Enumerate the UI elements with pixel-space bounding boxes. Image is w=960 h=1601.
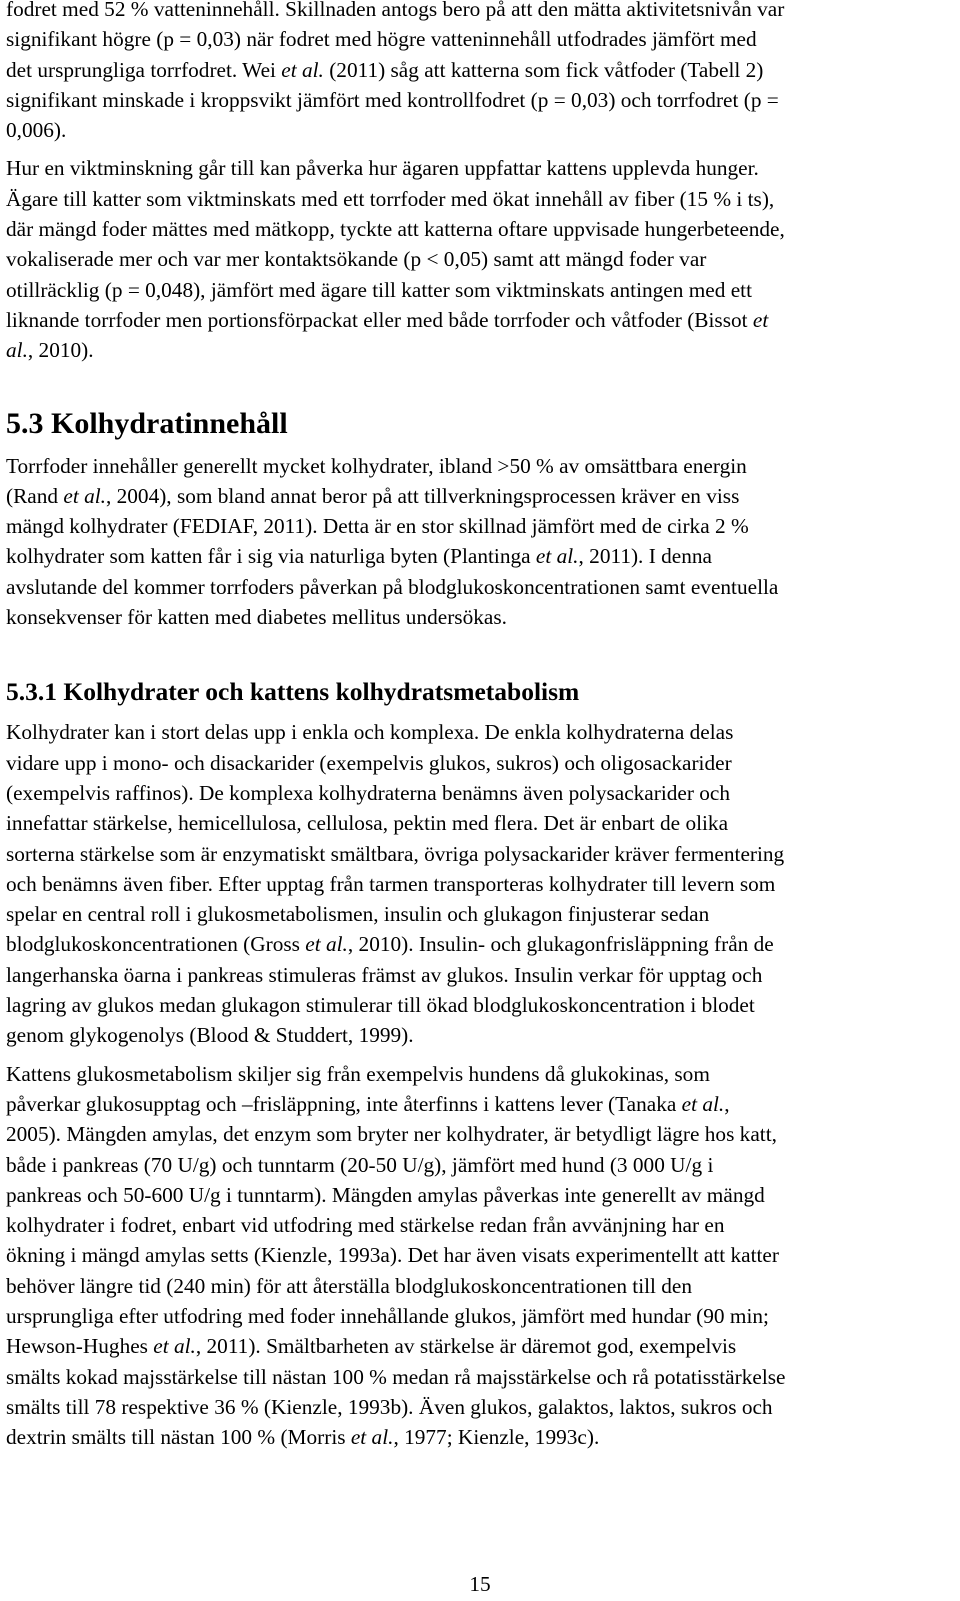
text-line: och benämns även fiber. Efter upptag från tarmen transporteras kolhydrater till levern som [6,871,776,896]
text-line: smälts kokad majsstärkelse till nästan 100 % medan rå majsstärkelse och rå potatisstärkelse [6,1364,786,1389]
paragraph [6,717,956,1050]
section-heading-5-3: 5.3 Kolhydratinnehåll [6,406,288,440]
text-line: smälts till 78 respektive 36 % (Kienzle, 1993b). Även glukos, galaktos, laktos, sukros och [6,1394,773,1419]
text-line: langerhanska öarna i pankreas stimuleras främst av glukos. Insulin verkar för upptag och [6,962,763,987]
text-line: avslutande del kommer torrfoders påverkan på blodglukoskoncentrationen samt eventuella [6,574,779,599]
text-line: Torrfoder innehåller generellt mycket kolhydrater, ibland >50 % av omsättbara energin [6,453,747,478]
text-line: vidare upp i mono- och disackarider (exempelvis glukos, sukros) och oligosackarider [6,750,732,775]
text-line: pankreas och 50-600 U/g i tunntarm). Mängden amylas påverkas inte generellt av mängd [6,1182,765,1207]
text-line: 0,006). [6,118,67,143]
text-line: blodglukoskoncentrationen (Gross et al., 2010). Insulin- och glukagonfrisläppning från de [6,932,774,957]
paragraph [6,0,956,145]
page-number: 15 [469,1572,491,1596]
text-line: 2005). Mängden amylas, det enzym som bryter ner kolhydrater, är betydligt lägre hos katt, [6,1122,777,1147]
text-line: kolhydrater i fodret, enbart vid utfodring med stärkelse redan från avvänjning har en [6,1213,725,1238]
text-line: kolhydrater som katten får i sig via naturliga byten (Plantinga et al., 2011). I denna [6,544,712,569]
text-line: signifikant högre (p = 0,03) när fodret med högre vatteninnehåll utfodrades jämfört med [6,27,757,52]
text-line: innefattar stärkelse, hemicellulosa, cellulosa, pektin med flera. Det är enbart de olika [6,811,729,836]
paragraph [6,153,956,365]
text-line: dextrin smälts till nästan 100 % (Morris et al., 1977; Kienzle, 1993c). [6,1425,600,1450]
text-line: behöver längre tid (240 min) för att återställa blodglukoskoncentrationen till den [6,1273,693,1298]
text-line: det ursprungliga torrfodret. Wei et al. (2011) såg att katterna som fick våtfoder (Tabell 2) [6,57,764,82]
text-line: både i pankreas (70 U/g) och tunntarm (20-50 U/g), jämfört med hund (3 000 U/g i [6,1152,714,1177]
text-line: spelar en central roll i glukosmetabolismen, insulin och glukagon finjusterar sedan [6,902,710,927]
text-line: Ägare till katter som viktminskats med ett torrfoder med ökat innehåll av fiber (15 % i ts), [6,186,775,211]
text-line: Kattens glukosmetabolism skiljer sig från exempelvis hundens då glukokinas, som [6,1061,710,1086]
document-body [6,0,956,1452]
section-heading-5-3-1: 5.3.1 Kolhydrater och kattens kolhydratsmetabolism [6,677,580,707]
text-line: lagring av glukos medan glukagon stimulerar till ökad blodglukoskoncentration i blodet [6,993,755,1018]
text-line: där mängd foder mättes med mätkopp, tyckte att katterna oftare uppvisade hungerbeteende, [6,217,785,242]
text-line: (Rand et al., 2004), som bland annat beror på att tillverkningsprocessen kräver en viss [6,483,740,508]
text-line: (exempelvis raffinos). De komplexa kolhydraterna benämns även polysackarider och [6,780,731,805]
paragraph [6,451,956,633]
text-line: ursprungliga efter utfodring med foder innehållande glukos, jämfört med hundar (90 min; [6,1303,769,1328]
text-line: konsekvenser för katten med diabetes mellitus undersökas. [6,605,507,630]
text-line: otillräcklig (p = 0,048), jämfört med ägare till katter som viktminskats antingen med ett [6,277,752,302]
text-line: mängd kolhydrater (FEDIAF, 2011). Detta är en stor skillnad jämfört med de cirka 2 % [6,514,749,539]
paragraph [6,1059,956,1453]
text-line: al., 2010). [6,338,94,363]
text-line: påverkar glukosupptag och –frisläppning, inte återfinns i kattens lever (Tanaka et al., [6,1091,730,1116]
text-line: vokaliserade mer och var mer kontaktsökande (p < 0,05) samt att mängd foder var [6,247,707,272]
text-line: sorterna stärkelse som är enzymatiskt smältbara, övriga polysackarider kräver fermentering [6,841,785,866]
text-line: ökning i mängd amylas setts (Kienzle, 1993a). Det har även visats experimentellt att katter [6,1243,779,1268]
text-line: liknande torrfoder men portionsförpackat eller med både torrfoder och våtfoder (Bissot et [6,307,769,332]
text-line: Hur en viktminskning går till kan påverka hur ägaren uppfattar kattens upplevda hunger. [6,156,759,181]
text-line: fodret med 52 % vatteninnehåll. Skillnaden antogs bero på att den mätta aktivitetsnivån var [6,0,785,21]
text-line: signifikant minskade i kroppsvikt jämfört med kontrollfodret (p = 0,03) och torrfodret (p = [6,87,779,112]
text-line: genom glykogenolys (Blood & Studdert, 1999). [6,1023,414,1048]
text-line: Hewson-Hughes et al., 2011). Smältbarheten av stärkelse är däremot god, exempelvis [6,1334,737,1359]
text-line: Kolhydrater kan i stort delas upp i enkla och komplexa. De enkla kolhydraterna delas [6,720,734,745]
